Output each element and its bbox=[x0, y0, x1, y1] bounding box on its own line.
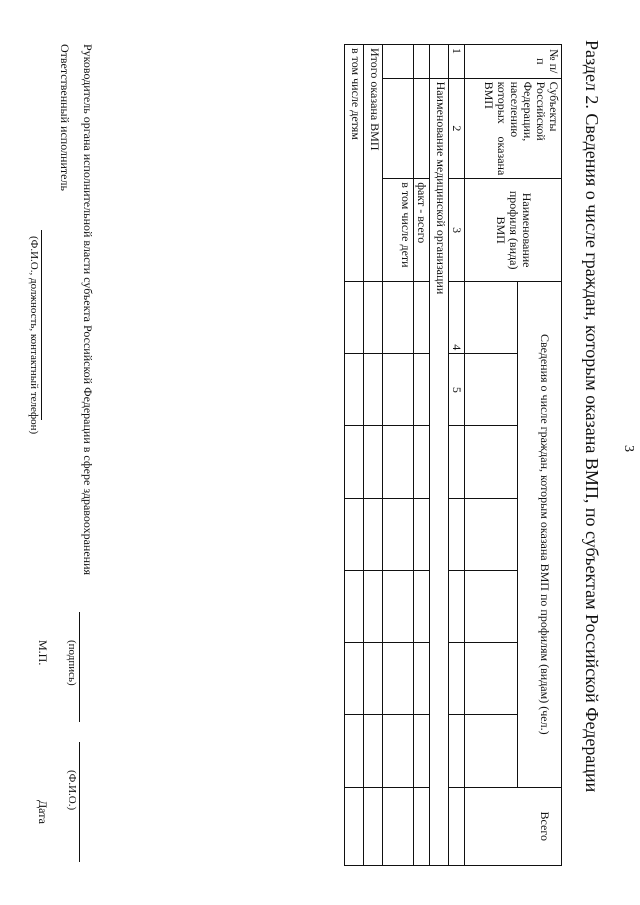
total-cell bbox=[364, 715, 383, 787]
section-title: Раздел 2. Сведения о числе граждан, которым оказана ВМП, по субъектам Российской Федерации bbox=[582, 40, 602, 793]
fio-caption: (Ф.И.О.) bbox=[66, 770, 78, 811]
fact-num bbox=[414, 45, 430, 79]
index-cell-1: 1 bbox=[449, 45, 465, 79]
head-label: Руководитель органа исполнительной власти субъекта Российской Федерации в сфере здравоохранения bbox=[81, 44, 95, 576]
total-cell bbox=[364, 282, 383, 354]
total-cell bbox=[364, 643, 383, 715]
fact-subject bbox=[414, 78, 430, 179]
header-num: № п/п bbox=[465, 45, 562, 79]
vmp-table bbox=[344, 44, 562, 866]
subheader-cell bbox=[465, 643, 518, 715]
total-row bbox=[364, 45, 383, 866]
signature-line bbox=[79, 612, 80, 722]
responsible-line bbox=[41, 230, 42, 420]
children-cell bbox=[383, 570, 414, 642]
index-cell-4: 4 bbox=[449, 282, 465, 354]
fact-total-label: факт - всего bbox=[414, 179, 430, 282]
fact-cell bbox=[414, 426, 430, 498]
children-cell bbox=[383, 354, 414, 426]
children-cell bbox=[383, 787, 414, 865]
responsible-label: Ответственный исполнитель bbox=[58, 44, 72, 191]
subheader-cell bbox=[465, 498, 518, 570]
children-cell bbox=[383, 282, 414, 354]
header-total: Всего bbox=[465, 787, 562, 865]
children-cell bbox=[383, 426, 414, 498]
index-cell-empty bbox=[449, 643, 465, 715]
fact-cell bbox=[414, 570, 430, 642]
responsible-caption: (Ф.И.О., должность, контактный телефон) bbox=[28, 236, 40, 435]
index-cell-3: 3 bbox=[449, 179, 465, 282]
total-label: Итого оказана ВМП bbox=[364, 45, 383, 282]
index-cell-empty bbox=[449, 570, 465, 642]
date-label: Дата bbox=[36, 800, 50, 824]
children-subject bbox=[383, 78, 414, 179]
fact-cell bbox=[414, 715, 430, 787]
children-total-cell bbox=[345, 570, 364, 642]
header-profile: Наименование профиля (вида) ВМП bbox=[465, 179, 562, 282]
fact-cell bbox=[414, 282, 430, 354]
children-total-cell bbox=[345, 354, 364, 426]
children-cell bbox=[383, 643, 414, 715]
total-cell bbox=[364, 787, 383, 865]
subheader-cell bbox=[465, 354, 518, 426]
children-num bbox=[383, 45, 414, 79]
stamp-label: М.П. bbox=[36, 640, 50, 666]
index-cell-empty bbox=[449, 426, 465, 498]
index-cell-empty bbox=[449, 498, 465, 570]
children-cell bbox=[383, 715, 414, 787]
total-cell bbox=[364, 498, 383, 570]
fact-total-row bbox=[414, 45, 430, 866]
index-cell-2: 2 bbox=[449, 78, 465, 179]
fact-cell bbox=[414, 643, 430, 715]
children-total-row bbox=[345, 45, 364, 866]
children-total-cell bbox=[345, 715, 364, 787]
subheader-cell bbox=[465, 426, 518, 498]
table-header-row bbox=[518, 45, 562, 866]
header-subject: Субъекты Российской Федерации, населению которых оказана ВМП bbox=[465, 78, 562, 179]
index-cell-empty bbox=[449, 715, 465, 787]
fio-line bbox=[79, 742, 80, 862]
children-total-cell bbox=[345, 498, 364, 570]
page-number: 3 bbox=[621, 445, 636, 452]
incl-children-label: в том числе дети bbox=[383, 179, 414, 282]
header-group: Сведения о числе граждан, которым оказана ВМП по профилям (видам) (чел.) bbox=[518, 282, 562, 788]
med-org-row bbox=[430, 45, 449, 866]
children-total-cell bbox=[345, 787, 364, 865]
children-total-label: в том числе детям bbox=[345, 45, 364, 282]
signature-caption: (подпись) bbox=[66, 640, 78, 686]
index-cell-5: 5 bbox=[449, 354, 465, 426]
subheader-cell bbox=[465, 715, 518, 787]
children-total-cell bbox=[345, 282, 364, 354]
children-cell bbox=[383, 498, 414, 570]
total-cell bbox=[364, 354, 383, 426]
total-cell bbox=[364, 570, 383, 642]
subheader-cell bbox=[465, 570, 518, 642]
index-cell-empty bbox=[449, 787, 465, 865]
subheader-cell bbox=[465, 282, 518, 354]
children-total-cell bbox=[345, 426, 364, 498]
index-row bbox=[449, 45, 465, 866]
children-row bbox=[383, 45, 414, 866]
med-org-num bbox=[430, 45, 449, 79]
fact-cell bbox=[414, 354, 430, 426]
fact-cell bbox=[414, 787, 430, 865]
fact-cell bbox=[414, 498, 430, 570]
med-org-label: Наименование медицинской организации bbox=[430, 78, 449, 865]
total-cell bbox=[364, 426, 383, 498]
children-total-cell bbox=[345, 643, 364, 715]
